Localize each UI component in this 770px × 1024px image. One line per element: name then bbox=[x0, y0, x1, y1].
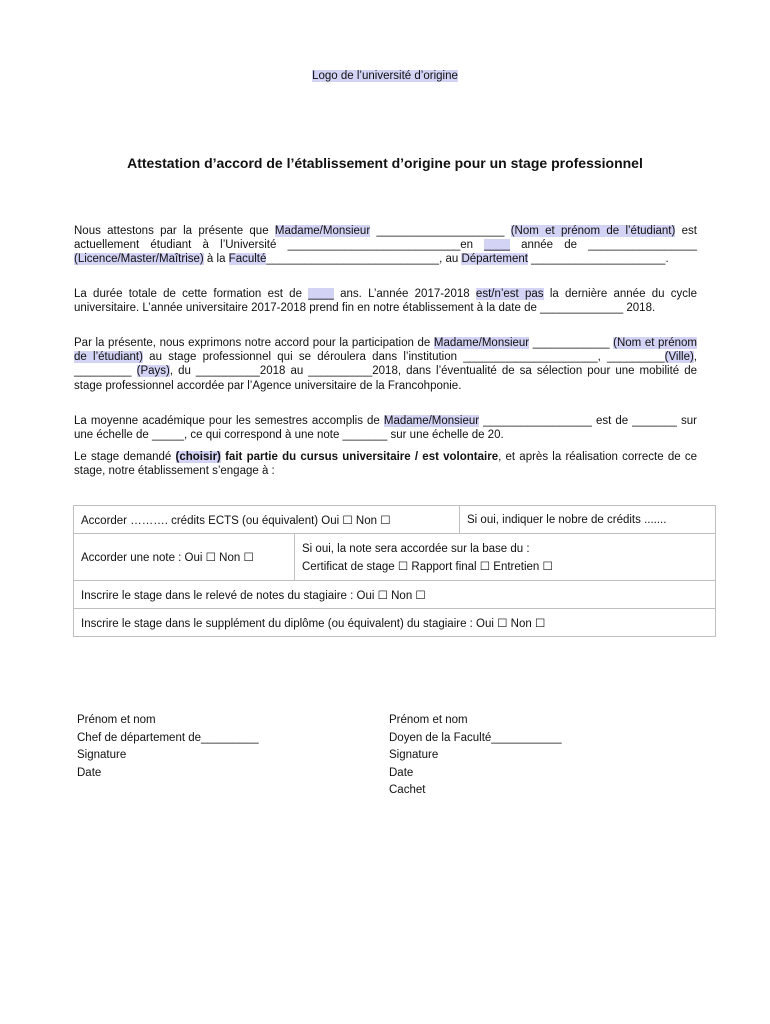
paragraph-internship-type bbox=[74, 450, 697, 478]
table-row bbox=[74, 506, 716, 534]
highlight-choice: (choisir) bbox=[175, 451, 221, 463]
highlight-field: (Pays) bbox=[136, 365, 170, 378]
highlight-field: (Nom et prénom de l’étudiant) bbox=[74, 337, 698, 364]
logo-placeholder bbox=[0, 70, 770, 82]
sig-line: Prénom et nom bbox=[77, 714, 156, 726]
table-cell-options: Certificat de stage ☐ Rapport final ☐ Entretien ☐ bbox=[302, 561, 553, 573]
text: ans. L’année 2017-2018 bbox=[333, 288, 476, 300]
sig-line: Date bbox=[77, 766, 102, 779]
sig-line: Prénom et nom bbox=[389, 714, 468, 726]
text: au stage professionnel qui se déroulera dans l’institution _____________________, _________ bbox=[142, 351, 665, 364]
paragraph-duration bbox=[74, 287, 697, 315]
highlight-field: Madame/Monsieur bbox=[383, 415, 480, 427]
text: _________________ est de _______ sur une échelle de _____, ce qui correspond à une note _______ sur une échelle de 20. bbox=[74, 415, 697, 442]
document-title: Attestation d’accord de l’établissement d’origine pour un stage professionnel bbox=[127, 155, 643, 171]
table-row bbox=[74, 609, 716, 637]
table-cell: Accorder ………. crédits ECTS (ou équivalent) Oui ☐ Non ☐ bbox=[74, 506, 460, 534]
sig-line: Cachet bbox=[389, 784, 426, 797]
text: ____________________ bbox=[370, 225, 511, 237]
bold-text: fait partie du cursus universitaire / est volontaire bbox=[220, 451, 499, 463]
text: à la bbox=[203, 253, 229, 266]
highlight-field: Madame/Monsieur bbox=[274, 225, 371, 237]
table-cell-basis: Si oui, la note sera accordée sur la base du : bbox=[302, 543, 530, 555]
highlight-field: (Ville) bbox=[664, 351, 694, 364]
table-row bbox=[74, 581, 716, 609]
text: ____________ bbox=[529, 337, 614, 349]
highlight-field: (Licence/Master/Maîtrise) bbox=[74, 253, 204, 266]
paragraph-attestation bbox=[74, 224, 697, 267]
text: , et après la réalisation correcte de ce stage, notre établissement s’engage à : bbox=[74, 451, 697, 478]
paragraph-average bbox=[74, 414, 697, 442]
table-cell: Inscrire le stage dans le supplément du diplôme (ou équivalent) du stagiaire : Oui ☐ Non ☐ bbox=[74, 609, 716, 637]
text: la dernière année du cycle universitaire. L’année universitaire 2017-2018 prend fin en notre établissement à la date de _____________ 2018. bbox=[74, 288, 697, 315]
text: , _________ bbox=[74, 351, 697, 378]
sig-line: Signature bbox=[77, 749, 127, 762]
sig-line: Doyen de la Faculté___________ bbox=[389, 731, 562, 744]
commitment-table bbox=[73, 505, 716, 637]
text: Par la présente, nous exprimons notre accord pour la participation de bbox=[74, 337, 434, 349]
table-cell-note: Accorder une note : Oui ☐ Non ☐ bbox=[74, 534, 295, 580]
highlight-field: ____ bbox=[308, 288, 334, 300]
signature-block-faculty bbox=[389, 712, 562, 800]
text: Nous attestons par la présente que bbox=[74, 225, 275, 237]
table-cell: Inscrire le stage dans le relevé de notes du stagiaire : Oui ☐ Non ☐ bbox=[74, 581, 716, 609]
text: _____________________. bbox=[527, 253, 669, 266]
sig-line: Signature bbox=[389, 749, 439, 762]
paragraph-agreement bbox=[74, 336, 697, 393]
sig-line: Chef de département de_________ bbox=[77, 731, 259, 744]
text: année de _________________ bbox=[509, 239, 697, 252]
highlight-field: (Nom et prénom de l’étudiant) bbox=[510, 225, 676, 237]
highlight-field: ____ bbox=[484, 239, 510, 252]
highlight-field: Faculté bbox=[228, 253, 267, 266]
highlight-field: est/n’est pas bbox=[475, 288, 544, 300]
highlight-field: Département bbox=[461, 253, 528, 266]
text: est actuellement étudiant à l’Université ___________________________en bbox=[74, 225, 697, 252]
table-row bbox=[74, 534, 716, 581]
text: Le stage demandé bbox=[74, 451, 176, 463]
signature-block-department bbox=[77, 712, 259, 782]
sig-line: Date bbox=[389, 766, 414, 779]
table-cell: Si oui, indiquer le nobre de crédits ....... bbox=[460, 506, 716, 534]
highlight-field: Madame/Monsieur bbox=[433, 337, 530, 349]
text: ___________________________, au bbox=[266, 253, 462, 266]
text: La durée totale de cette formation est de bbox=[74, 288, 309, 300]
table-cell bbox=[74, 534, 716, 581]
logo-text: Logo de l’université d’origine bbox=[312, 70, 458, 82]
text: La moyenne académique pour les semestres accomplis de bbox=[74, 415, 384, 427]
text: , du __________2018 au __________2018, dans l’éventualité de sa sélection pour une mobilité de stage professionnel accordée par l’Agence universitaire de la Francohponie. bbox=[74, 365, 697, 392]
